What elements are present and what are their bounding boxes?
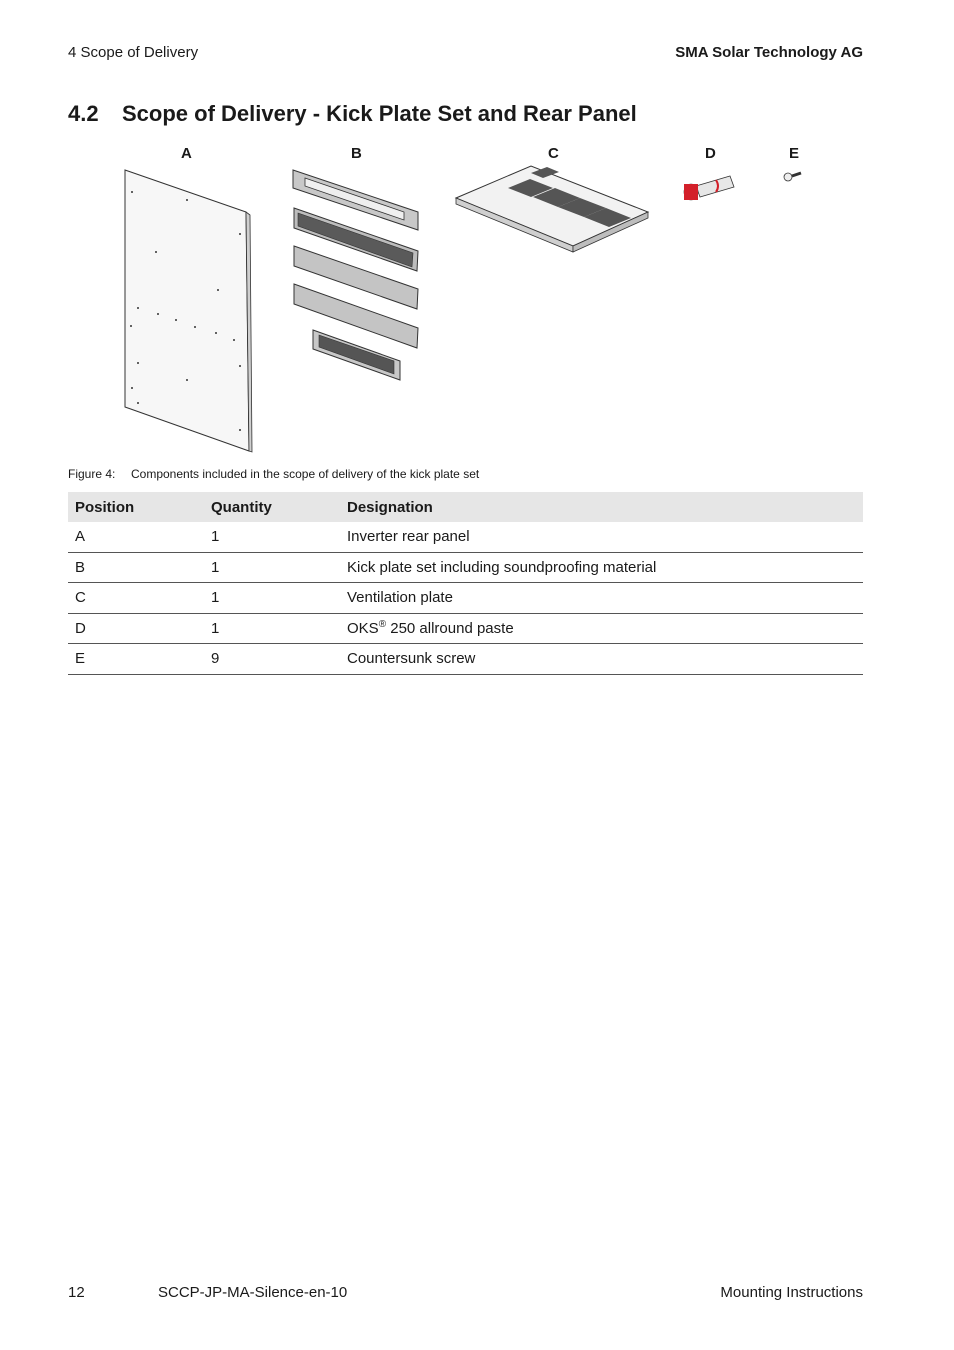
cell-quantity: 1 [204,583,340,614]
figure-label-d: D [705,145,716,162]
cell-position: C [68,583,204,614]
table-header-row [68,492,863,522]
footer-document-id: SCCP-JP-MA-Silence-en-10 [158,1284,348,1301]
paste-tube-drawing [684,176,734,200]
cell-designation [340,613,863,644]
countersunk-screw-drawing [784,173,801,181]
cell-designation: Countersunk screw [340,644,863,675]
designation-prefix: OKS [347,620,379,638]
figure-drawing [68,140,863,460]
figure-scope-of-delivery [68,140,863,460]
figure-label-b: B [351,145,362,162]
table-row [68,644,863,675]
cell-position: A [68,522,204,552]
footer-document-type: Mounting Instructions [720,1284,863,1301]
running-header-section: 4 Scope of Delivery [68,44,199,61]
cell-quantity: 1 [204,613,340,644]
registered-mark: ® [378,619,387,631]
figure-caption-number: Figure 4: [68,467,116,481]
section-number: 4.2 [68,101,99,126]
table-row [68,583,863,614]
cell-position: D [68,613,204,644]
section-title-text: Scope of Delivery - Kick Plate Set and Rear Panel [122,101,637,126]
section-title [68,101,637,127]
scope-of-delivery-table [68,492,863,675]
figure-label-c: C [548,145,559,162]
cell-designation: Inverter rear panel [340,522,863,552]
column-header-quantity: Quantity [204,492,340,522]
rear-panel-drawing [125,170,252,452]
cell-quantity: 9 [204,644,340,675]
footer-page-number: 12 [68,1284,85,1301]
figure-label-a: A [181,145,192,162]
figure-caption-text: Components included in the scope of delivery of the kick plate set [131,467,480,481]
cell-position: B [68,552,204,583]
cell-designation: Kick plate set including soundproofing material [340,552,863,583]
table-row [68,613,863,644]
cell-quantity: 1 [204,552,340,583]
column-header-position: Position [68,492,204,522]
figure-label-e: E [789,145,800,162]
ventilation-plate-drawing [456,166,648,252]
column-header-designation: Designation [340,492,863,522]
figure-caption [68,467,479,481]
kick-plate-set-drawing [293,170,418,380]
cell-position: E [68,644,204,675]
cell-designation: Ventilation plate [340,583,863,614]
cell-quantity: 1 [204,522,340,552]
running-header-company: SMA Solar Technology AG [675,44,863,61]
designation-suffix: 250 allround paste [386,620,514,638]
table-row [68,522,863,552]
table-row [68,552,863,583]
